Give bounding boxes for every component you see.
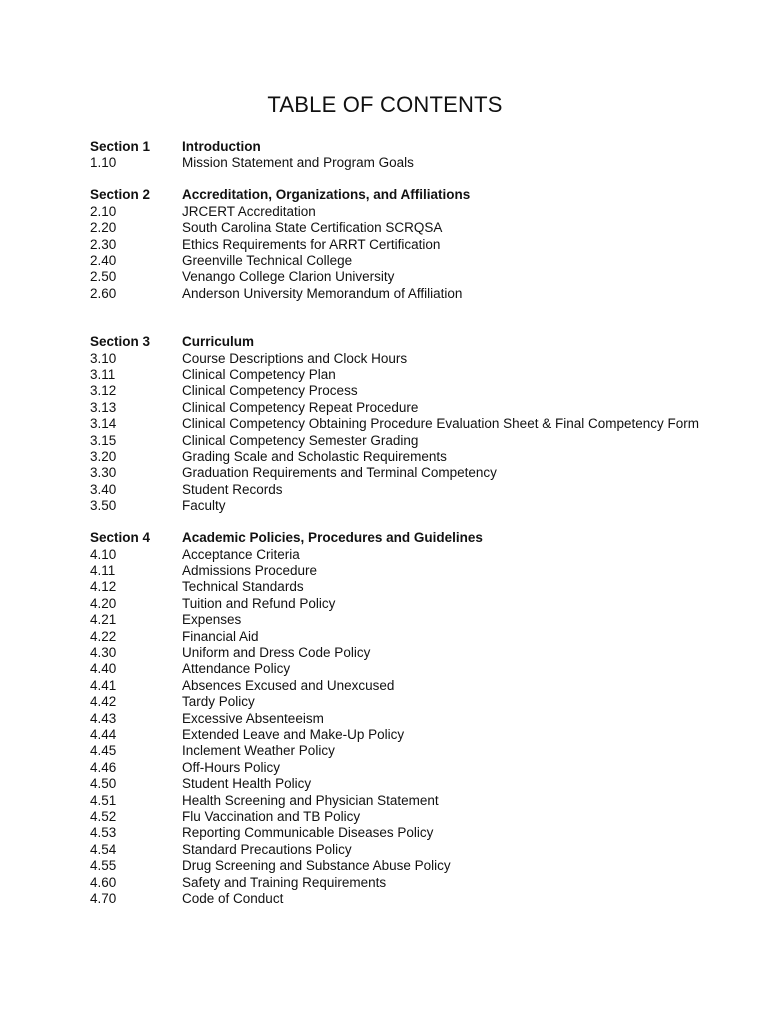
entry-number: 3.30 [90,465,117,481]
entry-number: 2.10 [90,203,117,219]
toc-entry [90,547,710,563]
toc-entry [90,433,710,449]
entry-number: 1.10 [90,155,117,171]
toc-entry [90,694,710,710]
toc-entry [90,891,710,907]
toc-section-4 [90,530,710,907]
toc-entry [90,498,710,514]
entry-title: Admissions Procedure [182,562,318,578]
toc-section-2 [90,187,710,302]
entry-number: 4.42 [90,694,117,710]
entry-title: Venango College Clarion University [182,269,395,285]
entry-title: Greenville Technical College [182,252,353,268]
toc-entry [90,155,710,171]
entry-title: Financial Aid [182,628,259,644]
section-heading: Introduction [182,139,261,154]
toc-entry [90,661,710,677]
section-number: Section 1 [90,139,151,154]
toc-entry [90,237,710,253]
entry-title: Clinical Competency Repeat Procedure [182,399,419,415]
section-heading: Curriculum [182,334,255,350]
entry-title: Grading Scale and Scholastic Requirements [182,449,447,464]
section-number: Section 3 [90,334,151,350]
toc-entry [90,286,710,302]
entry-number: 4.40 [90,661,117,677]
entry-number: 2.60 [90,285,117,301]
toc-entry [90,612,710,628]
toc-entry [90,842,710,858]
entry-number: 4.11 [90,562,116,578]
entry-title: Attendance Policy [182,661,291,677]
entry-title: Health Screening and Physician Statement [182,792,439,808]
entry-title: Acceptance Criteria [182,546,300,562]
toc-entry [90,825,710,841]
entry-number: 4.20 [90,595,117,611]
entry-number: 4.70 [90,891,117,907]
entry-number: 3.13 [90,399,117,415]
toc-entry [90,727,710,743]
entry-title: Flu Vaccination and TB Policy [182,809,361,825]
toc-entry [90,351,710,367]
entry-title: Tuition and Refund Policy [182,595,336,611]
toc-entry [90,678,710,694]
entry-number: 4.10 [90,546,117,562]
toc-entry [90,858,710,874]
toc-entry [90,809,710,825]
entry-number: 4.52 [90,809,117,825]
entry-title: Excessive Absenteeism [182,710,324,726]
entry-title: Graduation Requirements and Terminal Competency [182,465,497,481]
entry-number: 4.60 [90,874,117,890]
toc-entry [90,383,710,399]
entry-number: 3.50 [90,498,117,514]
entry-number: 4.45 [90,743,117,759]
entry-title: Student Health Policy [182,776,312,792]
entry-number: 4.41 [90,677,117,693]
entry-number: 4.55 [90,858,117,874]
toc-entry [90,563,710,579]
toc-section-1 [90,139,710,172]
entry-number: 4.46 [90,759,117,775]
section-number: Section 4 [90,530,151,546]
entry-number: 4.51 [90,792,117,808]
toc-entry [90,629,710,645]
entry-title: Student Records [182,481,283,497]
entry-number: 4.53 [90,825,117,841]
section-heading: Accreditation, Organizations, and Affiliations [182,187,471,203]
section-number: Section 2 [90,187,151,203]
entry-title: JRCERT Accreditation [182,203,316,219]
toc-entry [90,465,710,481]
entry-title: Clinical Competency Semester Grading [182,432,419,448]
toc-entry [90,204,710,220]
entry-number: 4.30 [90,644,117,660]
toc-entry [90,875,710,891]
page-title: TABLE OF CONTENTS [267,92,503,117]
entry-title: Clinical Competency Obtaining Procedure Evaluation Sheet & Final Competency Form [182,416,700,432]
entry-title: Mission Statement and Program Goals [182,155,414,171]
entry-title: Safety and Training Requirements [182,874,387,890]
entry-title: Anderson University Memorandum of Affiliation [182,285,463,301]
entry-title: Uniform and Dress Code Policy [182,644,371,660]
entry-title: Technical Standards [182,579,304,595]
table-of-contents [90,139,710,907]
toc-entry [90,220,710,236]
toc-entry [90,482,710,498]
entry-number: 4.22 [90,628,117,644]
entry-number: 3.14 [90,416,117,432]
toc-entry [90,743,710,759]
toc-entry [90,793,710,809]
entry-title: South Carolina State Certification SCRQSA [182,220,443,236]
entry-title: Reporting Communicable Diseases Policy [182,825,434,841]
entry-number: 3.15 [90,432,117,448]
toc-entry [90,760,710,776]
toc-entry [90,449,710,465]
section-heading-row [90,187,710,203]
toc-entry [90,367,710,383]
entry-number: 4.44 [90,727,117,742]
entry-number: 4.21 [90,612,117,628]
entry-title: Course Descriptions and Clock Hours [182,350,408,366]
section-heading: Academic Policies, Procedures and Guidelines [182,530,483,546]
entry-title: Expenses [182,612,242,628]
entry-title: Drug Screening and Substance Abuse Policy [182,858,451,874]
section-heading-row [90,530,710,546]
entry-number: 4.50 [90,776,117,792]
entry-title: Code of Conduct [182,891,284,907]
entry-number: 2.40 [90,252,117,268]
entry-title: Inclement Weather Policy [182,743,335,759]
section-heading-row [90,334,710,350]
entry-title: Extended Leave and Make-Up Policy [182,727,405,742]
entry-title: Faculty [182,498,226,514]
toc-entry [90,596,710,612]
toc-entry [90,776,710,792]
entry-title: Absences Excused and Unexcused [182,677,395,693]
entry-number: 3.12 [90,383,117,399]
section-heading-row [90,139,710,155]
toc-entry [90,269,710,285]
entry-number: 3.20 [90,449,117,464]
entry-number: 3.40 [90,481,117,497]
entry-number: 4.12 [90,579,117,595]
entry-title: Clinical Competency Process [182,383,358,399]
entry-number: 2.30 [90,236,117,252]
entry-title: Standard Precautions Policy [182,841,352,857]
entry-number: 2.50 [90,269,117,285]
toc-section-3 [90,334,710,514]
entry-number: 4.43 [90,710,117,726]
entry-number: 4.54 [90,841,117,857]
toc-entry [90,711,710,727]
entry-number: 2.20 [90,220,117,236]
entry-title: Off-Hours Policy [182,759,281,775]
toc-entry [90,645,710,661]
entry-title: Clinical Competency Plan [182,366,336,382]
toc-entry [90,253,710,269]
entry-title: Ethics Requirements for ARRT Certification [182,236,441,252]
toc-entry [90,416,710,432]
toc-entry [90,579,710,595]
entry-number: 3.11 [90,366,116,382]
entry-number: 3.10 [90,350,117,366]
toc-entry [90,400,710,416]
entry-title: Tardy Policy [182,694,255,710]
